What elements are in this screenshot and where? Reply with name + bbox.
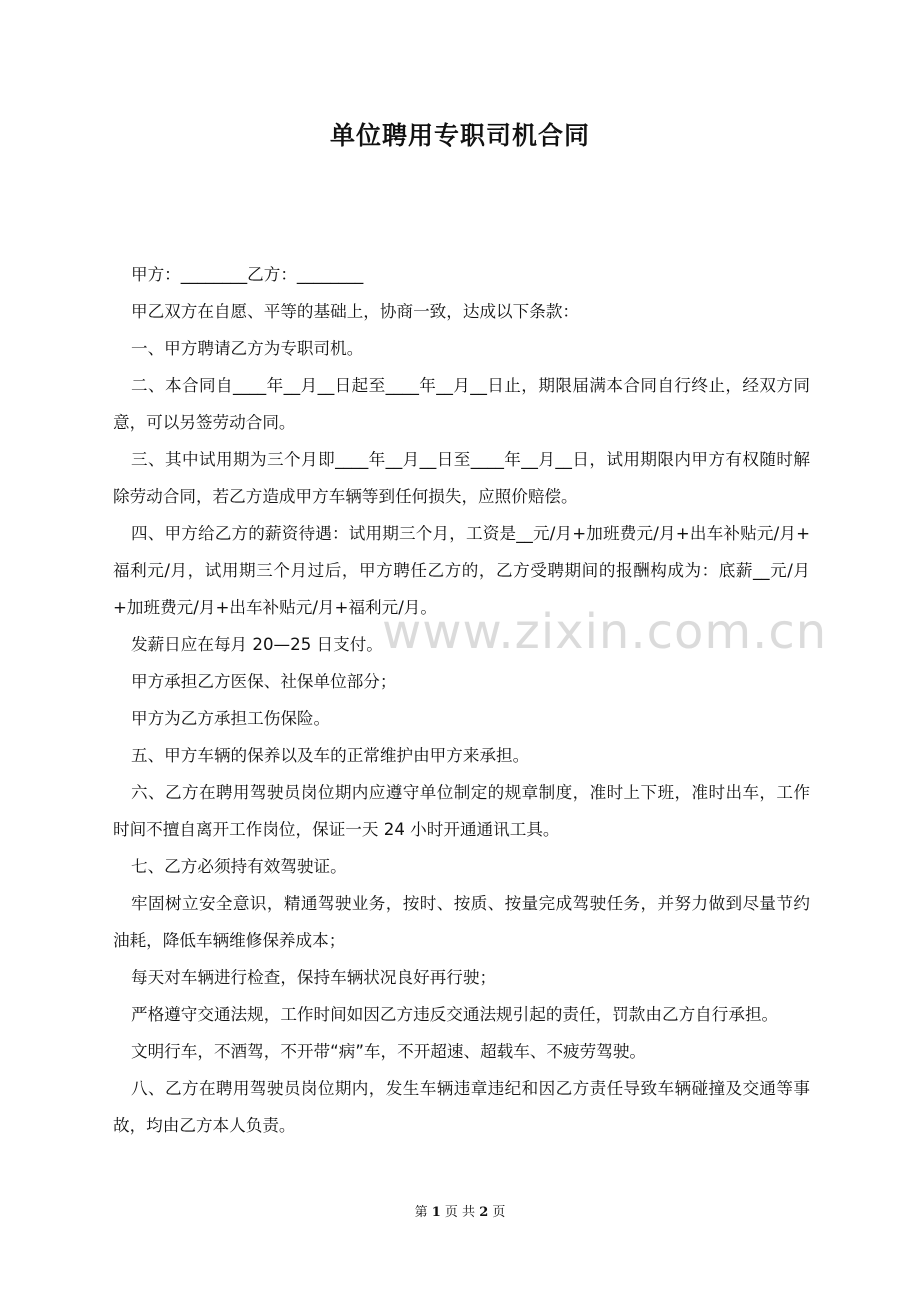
footer-suffix: 页 <box>492 1205 506 1220</box>
party-line: 甲方：________乙方：________ <box>131 265 364 284</box>
clause-1: 一、甲方聘请乙方为专职司机。 <box>131 339 364 358</box>
footer-middle: 页 共 <box>444 1205 476 1220</box>
clause-8: 八、乙方在聘用驾驶员岗位期内，发生车辆违章违纪和因乙方责任导致车辆碰撞及交通等事故，均由乙方本人负责。 <box>113 1079 810 1135</box>
clause-7-inspection: 每天对车辆进行检查，保持车辆状况良好再行驶； <box>131 968 497 987</box>
clause-2: 二、本合同自____年__月__日起至____年__月__日止，期限届满本合同自行终止，经双方同意，可以另签劳动合同。 <box>113 376 810 432</box>
clause-3: 三、其中试用期为三个月即____年__月__日至____年__月__日，试用期限内甲方有权随时解除劳动合同，若乙方造成甲方车辆等到任何损失，应照价赔偿。 <box>113 450 810 506</box>
footer-current-page: 1 <box>431 1205 441 1220</box>
document-body <box>113 256 810 1144</box>
clause-7-safety: 牢固树立安全意识，精通驾驶业务，按时、按质、按量完成驾驶任务，并努力做到尽量节约油耗，降低车辆维修保养成本； <box>113 894 810 950</box>
clause-7-civil-driving: 文明行车，不酒驾，不开带“病”车，不开超速、超载车、不疲劳驾驶。 <box>131 1042 647 1061</box>
clause-6: 六、乙方在聘用驾驶员岗位期内应遵守单位制定的规章制度，准时上下班，准时出车，工作时间不擅自离开工作岗位，保证一天 24 小时开通通讯工具。 <box>113 783 810 839</box>
footer-total-pages: 2 <box>479 1205 489 1220</box>
clause-4-insurance: 甲方承担乙方医保、社保单位部分； <box>131 672 397 691</box>
footer-prefix: 第 <box>414 1205 428 1220</box>
document-title: 单位聘用专职司机合同 <box>329 121 590 150</box>
clause-4: 四、甲方给乙方的薪资待遇：试用期三个月，工资是__元/月+加班费元/月+出车补贴元/月+ 福利元/月，试用期三个月过后，甲方聘任乙方的，乙方受聘期间的报酬构成为：底薪__元/月+加班费元/月+出车补贴元/月+福利元/月。 <box>113 524 810 617</box>
clause-4-injury-insurance: 甲方为乙方承担工伤保险。 <box>131 709 331 728</box>
clause-7: 七、乙方必须持有效驾驶证。 <box>131 857 347 876</box>
clause-4-payday: 发薪日应在每月 20—25 日支付。 <box>131 635 383 654</box>
clause-5: 五、甲方车辆的保养以及车的正常维护由甲方来承担。 <box>131 746 530 765</box>
watermark: www.zixin.com.cn <box>382 604 828 660</box>
page-footer <box>0 1203 920 1223</box>
preamble-paragraph: 甲乙双方在自愿、平等的基础上，协商一致，达成以下条款： <box>131 302 580 321</box>
clause-7-traffic-rules: 严格遵守交通法规，工作时间如因乙方违反交通法规引起的责任，罚款由乙方自行承担。 <box>131 1005 779 1024</box>
